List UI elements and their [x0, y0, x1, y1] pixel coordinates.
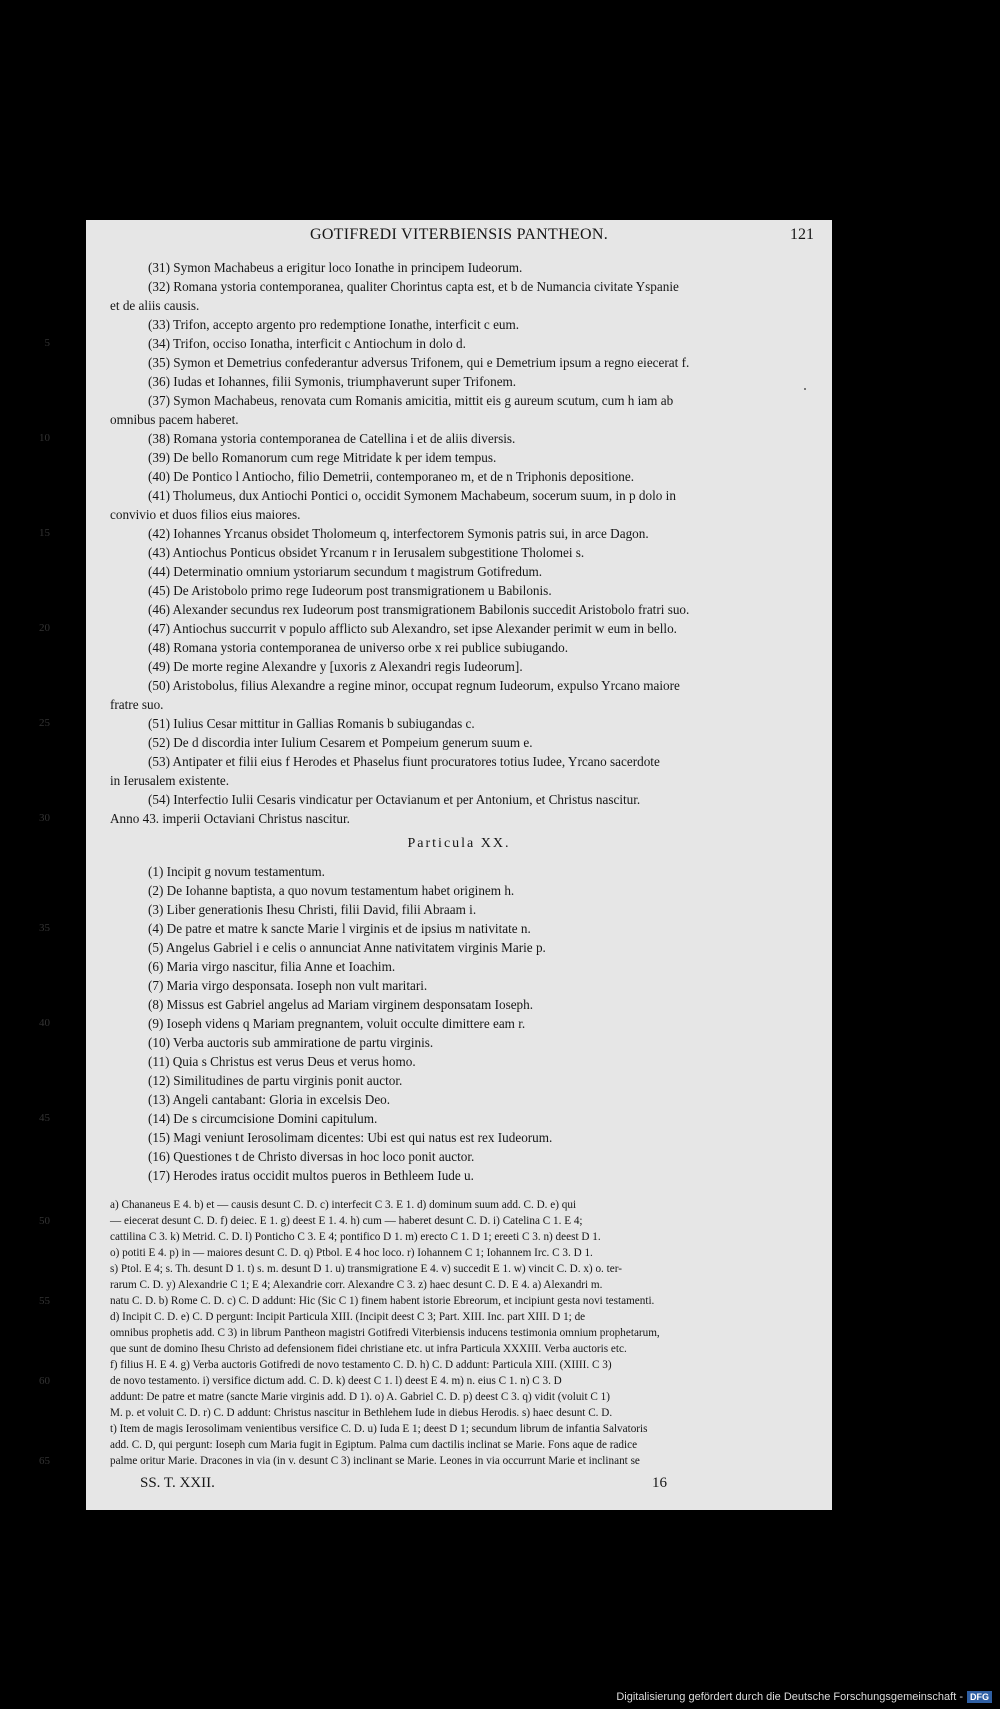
entry-line-text: (3) Liber generationis Ihesu Christi, filii David, filii Abraam i. [148, 902, 477, 917]
credit-text: Digitalisierung gefördert durch die Deutsche Forschungsgemeinschaft - [616, 1691, 963, 1703]
line-number: 30 [39, 812, 50, 824]
line-number: 65 [39, 1455, 50, 1467]
entry-line [148, 638, 814, 657]
entry-line-text: (54) Interfectio Iulii Cesaris vindicatur per Octavianum et per Antonium, et Christus nascitur. [148, 792, 641, 807]
entry-line-text: (36) Iudas et Iohannes, filii Symonis, triumphaverunt super Trifonem. [148, 374, 517, 389]
line-number: 10 [39, 432, 50, 444]
entry-line-text: convivio et duos filios eius maiores. [110, 507, 301, 522]
entry-line [148, 315, 814, 334]
entry-line [148, 467, 814, 486]
entry-line [148, 676, 814, 695]
apparatus-line [110, 1277, 814, 1293]
apparatus-line [110, 1389, 814, 1405]
apparatus-line [39, 1293, 814, 1309]
entry-line-text: (43) Antiochus Ponticus obsidet Yrcanum r in Ierusalem subgestitione Tholomei s. [148, 545, 585, 560]
entry-line [148, 900, 814, 919]
entry-line-text: (50) Aristobolus, filius Alexandre a regine minor, occupat regnum Iudeorum, expulso Yrcano maiore [148, 678, 680, 693]
apparatus-line-text: t) Item de magis Ierosolimam venientibus versifice C. D. u) Iuda E 1; deest D 1; secundum librum de infantia Salvatoris [110, 1423, 648, 1435]
line-number: 20 [39, 622, 50, 634]
apparatus-line-text: a) Chananeus E 4. b) et — causis desunt C. D. c) interfecit C 3. E 1. d) dominum suum add. C. D. e) qui [110, 1199, 577, 1211]
line-number: 15 [39, 527, 50, 539]
entry-line [110, 505, 814, 524]
apparatus-line-text: M. p. et voluit C. D. r) C. D addunt: Christus nascitur in Bethlehem Iude in diebus Herodis. s) haec desunt C. D. [110, 1407, 613, 1419]
entry-line-text: (48) Romana ystoria contemporanea de universo orbe x rei publice subiugando. [148, 640, 569, 655]
apparatus-line [110, 1197, 814, 1213]
entry-line-text: in Ierusalem existente. [110, 773, 230, 788]
apparatus-line-text: add. C. D, qui pergunt: Ioseph cum Maria fugit in Egiptum. Palma cum dactilis inclinat se Marie. Fons aque de radice [110, 1439, 638, 1451]
apparatus-line-text: natu C. D. b) Rome C. D. c) C. D addunt: Hic (Sic C 1) finem habent istorie Ebreorum, et incipiunt gesta novi testamenti. [110, 1295, 655, 1307]
apparatus-line [110, 1405, 814, 1421]
entry-line [39, 919, 814, 938]
entry-line-text: Anno 43. imperii Octaviani Christus nascitur. [110, 811, 350, 826]
entry-line [148, 995, 814, 1014]
signature-mark: SS. T. XXII. [140, 1475, 215, 1491]
entry-line [39, 714, 814, 733]
entry-line [44, 334, 814, 353]
entry-line [148, 353, 814, 372]
entry-line-text: et de aliis causis. [110, 298, 200, 313]
entry-line-text: (6) Maria virgo nascitur, filia Anne et Ioachim. [148, 959, 396, 974]
entry-line [148, 1033, 814, 1052]
entry-line [39, 1109, 814, 1128]
apparatus-line-text: s) Ptol. E 4; s. Th. desunt D 1. t) s. m. desunt D 1. u) transmigratione E 4. v) succedit E 1. w) vincit C. D. x) o. ter- [110, 1263, 622, 1275]
entry-line-text: (45) De Aristobolo primo rege Iudeorum post transmigrationem u Babilonis. [148, 583, 552, 598]
entry-line [148, 391, 814, 410]
entry-line-text: (40) De Pontico l Antiocho, filio Demetrii, contemporaneo m, et de n Triphonis depositione. [148, 469, 635, 484]
entry-line [110, 296, 814, 315]
entry-line [148, 957, 814, 976]
entry-line [148, 1147, 814, 1166]
apparatus-line [39, 1213, 814, 1229]
entry-line-text: fratre suo. [110, 697, 164, 712]
section-heading: Particula XX. [407, 836, 511, 851]
entry-line [148, 600, 814, 619]
apparatus-line-text: de novo testamento. i) versifice dictum add. C. D. k) deest C 1. l) deest E 4. m) n. eius C 1. n) C 3. D [110, 1375, 562, 1387]
entry-line-text: (13) Angeli cantabant: Gloria in excelsis Deo. [148, 1092, 391, 1107]
entry-line [148, 752, 814, 771]
apparatus-line [39, 1373, 814, 1389]
entry-line [39, 619, 814, 638]
entry-line-text: (31) Symon Machabeus a erigitur loco Ionathe in principem Iudeorum. [148, 260, 523, 275]
entry-line-text: (49) De morte regine Alexandre y [uxoris z Alexandri regis Iudeorum]. [148, 659, 523, 674]
entry-line [148, 277, 814, 296]
entry-line [148, 372, 814, 391]
apparatus-line [110, 1341, 814, 1357]
entry-line [148, 486, 814, 505]
entry-line [148, 976, 814, 995]
entry-line [148, 258, 814, 277]
line-number: 5 [44, 337, 50, 349]
entry-line [110, 695, 814, 714]
apparatus-line [110, 1261, 814, 1277]
apparatus-line [110, 1437, 814, 1453]
sheet-number: 16 [652, 1475, 667, 1491]
entry-line-text: (46) Alexander secundus rex Iudeorum post transmigrationem Babilonis succedit Aristobolo fratri suo. [148, 602, 690, 617]
line-number: 60 [39, 1375, 50, 1387]
apparatus-line-text: palme oritur Marie. Dracones in via (in v. desunt C 3) inclinant se Marie. Leones in via occurrunt Marie et inclinant se [110, 1455, 640, 1467]
entry-line-text: (32) Romana ystoria contemporanea, qualiter Chorintus capta est, et b de Numancia civitate Yspanie [148, 279, 679, 294]
entry-line-text: (41) Tholumeus, dux Antiochi Pontici o, occidit Symonem Machabeum, socerum suum, in p dolo in [148, 488, 676, 503]
entry-line [148, 1166, 814, 1185]
apparatus-line-text: d) Incipit C. D. e) C. D pergunt: Incipit Particula XIII. (Incipit deest C 3; Part. XIII. Inc. part XIII. D 1; de [110, 1311, 586, 1323]
entry-line-text: (53) Antipater et filii eius f Herodes et Phaselus fiunt procuratores totius Iudee, Yrcano sacerdote [148, 754, 660, 769]
apparatus-line-text: que sunt de domino Ihesu Christo ad defensionem fidei christiane etc. ut infra Particula XXXIII. Verba auctoris etc. [110, 1343, 627, 1355]
line-number: 25 [39, 717, 50, 729]
page-number: 121 [790, 226, 814, 243]
apparatus-line [110, 1421, 814, 1437]
entry-line-text: (9) Ioseph videns q Mariam pregnantem, voluit occulte dimittere eam r. [148, 1016, 526, 1031]
line-number: 50 [39, 1215, 50, 1227]
entry-line [148, 1090, 814, 1109]
entry-line-text: (39) De bello Romanorum cum rege Mitridate k per idem tempus. [148, 450, 497, 465]
apparatus-line-text: addunt: De patre et matre (sancte Marie virginis add. D 1). o) A. Gabriel C. D. p) deest C 3. q) vidit (voluit C 1) [110, 1391, 611, 1403]
scanned-page [39, 220, 832, 1510]
entry-line-text: (34) Trifon, occiso Ionatha, interficit c Antiochum in dolo d. [148, 336, 466, 351]
entry-line [110, 771, 814, 790]
entry-line-text: (11) Quia s Christus est verus Deus et verus homo. [148, 1054, 416, 1069]
entry-line-text: (1) Incipit g novum testamentum. [148, 864, 325, 879]
entry-line [148, 862, 814, 881]
apparatus-line-text: f) filius H. E 4. g) Verba auctoris Gotifredi de novo testamento C. D. h) C. D addunt: Particula XIII. (XIIII. C 3) [110, 1359, 612, 1371]
entry-line [39, 1014, 814, 1033]
entry-line-text: (35) Symon et Demetrius confederantur adversus Trifonem, qui e Demetrium ipsum a regno eiecerat f. [148, 355, 690, 370]
entry-line [148, 790, 814, 809]
apparatus-line-text: o) potiti E 4. p) in — maiores desunt C. D. q) Ptbol. E 4 hoc loco. r) Iohannem C 1; Iohannem Irc. C 3. D 1. [110, 1247, 593, 1259]
apparatus-line [110, 1325, 814, 1341]
entry-line-text: (42) Iohannes Yrcanus obsidet Tholomeum q, interfectorem Symonis patris sui, in arce Dagon. [148, 526, 649, 541]
dfg-logo: DFG [967, 1691, 992, 1703]
line-number: 55 [39, 1295, 50, 1307]
entry-line-text: (15) Magi veniunt Ierosolimam dicentes: Ubi est qui natus est rex Iudeorum. [148, 1130, 553, 1145]
apparatus-line-text: omnibus prophetis add. C 3) in librum Pantheon magistri Gotifredi Viterbiensis inducens testimonia omnium prophetarum, [110, 1327, 660, 1339]
entry-line [148, 733, 814, 752]
entry-line-text: (10) Verba auctoris sub ammiratione de partu virginis. [148, 1035, 434, 1050]
entry-line [148, 657, 814, 676]
entry-line [39, 429, 814, 448]
running-header [86, 226, 832, 252]
apparatus-line-text: cattilina C 3. k) Metrid. C. D. l) Ponticho C 3. E 4; pontifico D 1. m) erecto C 1. D 1; ereeti C 3. n) deest D 1. [110, 1231, 601, 1243]
entry-line-text: (16) Questiones t de Christo diversas in hoc loco ponit auctor. [148, 1149, 475, 1164]
apparatus-line-text: — eiecerat desunt C. D. f) deiec. E 1. g) deest E 1. 4. h) cum — haberet desunt C. D. i) Catelina C 1. E 4; [110, 1215, 583, 1227]
entry-line-text: (38) Romana ystoria contemporanea de Catellina i et de aliis diversis. [148, 431, 516, 446]
entry-line-text: omnibus pacem haberet. [110, 412, 239, 427]
line-number: 45 [39, 1112, 50, 1124]
entry-line-text: (12) Similitudines de partu virginis ponit auctor. [148, 1073, 403, 1088]
apparatus-line [110, 1309, 814, 1325]
entry-line [148, 1071, 814, 1090]
entry-line-text: (5) Angelus Gabriel i e celis o annunciat Anne nativitatem virginis Marie p. [148, 940, 546, 955]
apparatus-line [110, 1229, 814, 1245]
apparatus-line [110, 1357, 814, 1373]
entry-line [110, 410, 814, 429]
entry-line-text: (52) De d discordia inter Iulium Cesarem et Pompeium generum suum e. [148, 735, 533, 750]
entry-line-text: (4) De patre et matre k sancte Marie l virginis et de ipsius m nativitate n. [148, 921, 531, 936]
entry-line [148, 938, 814, 957]
line-number: 40 [39, 1017, 50, 1029]
apparatus-line [39, 1453, 814, 1469]
entry-line [148, 1052, 814, 1071]
entry-line-text: (14) De s circumcisione Domini capitulum. [148, 1111, 378, 1126]
entry-line [148, 881, 814, 900]
entry-line-text: (37) Symon Machabeus, renovata cum Romanis amicitia, mittit eis g aureum scutum, cum h iam ab [148, 393, 674, 408]
entry-line [148, 543, 814, 562]
entry-line-text: (2) De Iohanne baptista, a quo novum testamentum habet originem h. [148, 883, 515, 898]
entry-line-text: (7) Maria virgo desponsata. Ioseph non vult maritari. [148, 978, 428, 993]
running-title: GOTIFREDI VITERBIENSIS PANTHEON. [309, 226, 609, 243]
line-number: 35 [39, 922, 50, 934]
apparatus-line [110, 1245, 814, 1261]
entry-line [148, 1128, 814, 1147]
entry-line [39, 524, 814, 543]
entry-line [148, 448, 814, 467]
dfg-credit [616, 1691, 992, 1703]
entry-line [148, 581, 814, 600]
entry-line-text: (51) Iulius Cesar mittitur in Gallias Romanis b subiugandas c. [148, 716, 475, 731]
entry-line-text: (33) Trifon, accepto argento pro redemptione Ionathe, interficit c eum. [148, 317, 520, 332]
entry-line-text: (17) Herodes iratus occidit multos pueros in Bethleem Iude u. [148, 1168, 474, 1183]
apparatus-line-text: rarum C. D. y) Alexandrie C 1; E 4; Alexandrie corr. Alexandre C 3. z) haec desunt C. D. E 4. a) Alexandri m. [110, 1279, 603, 1291]
entry-line [39, 809, 814, 828]
entry-line [148, 562, 814, 581]
entry-line-text: (44) Determinatio omnium ystoriarum secundum t magistrum Gotifredum. [148, 564, 543, 579]
entry-line-text: (47) Antiochus succurrit v populo afflicto sub Alexandro, set ipse Alexander perimit w eum in bello. [148, 621, 677, 636]
entry-line-text: (8) Missus est Gabriel angelus ad Mariam virginem desponsatam Ioseph. [148, 997, 534, 1012]
